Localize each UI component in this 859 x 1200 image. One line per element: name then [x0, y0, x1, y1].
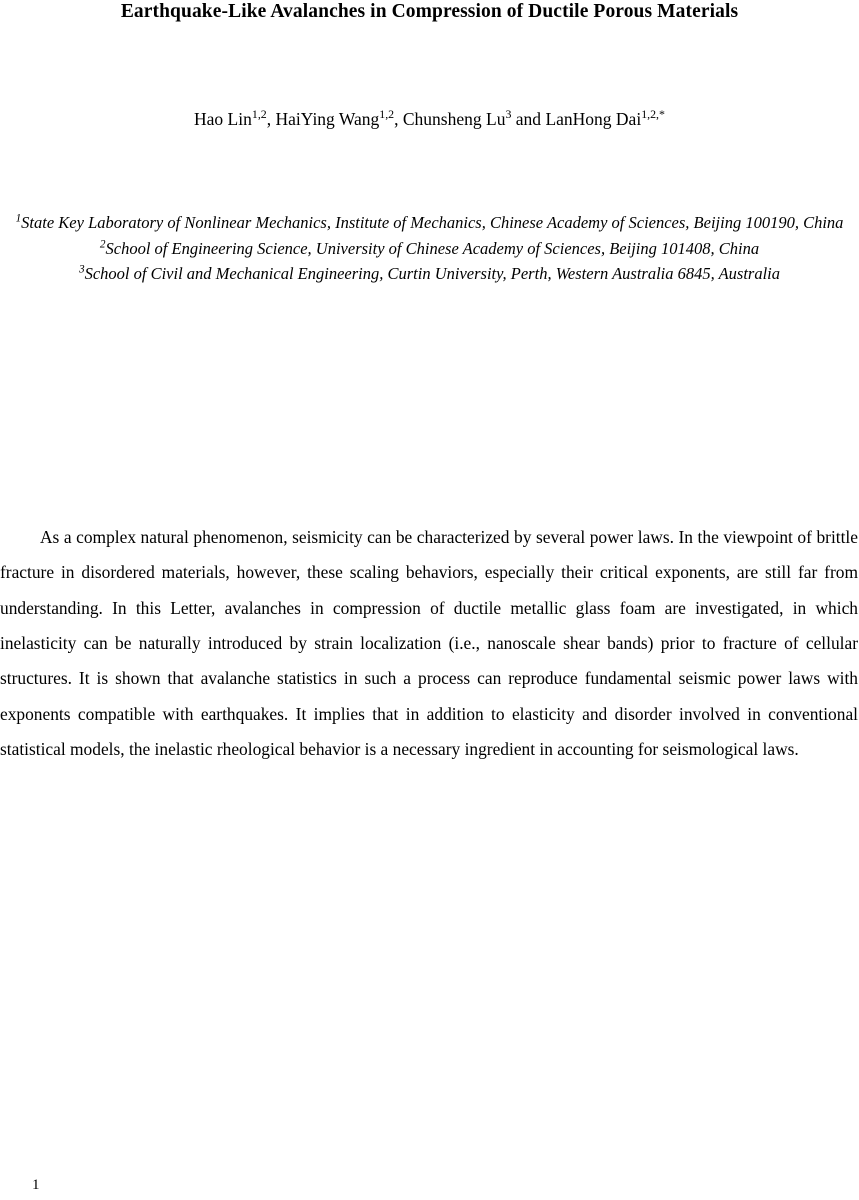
author-list	[0, 108, 859, 131]
affiliation-1-marker: 1	[15, 212, 22, 225]
author-separator-1: ,	[266, 109, 276, 129]
author-1-name: Hao Lin	[194, 109, 252, 129]
author-2-name: HaiYing Wang	[275, 109, 380, 129]
author-separator-3: and	[511, 109, 546, 129]
page-number: 1	[32, 1177, 40, 1193]
author-2-affiliation-marker: 1,2	[379, 107, 395, 122]
affiliation-3	[2, 261, 857, 287]
affiliation-2	[2, 236, 857, 262]
affiliation-3-marker: 3	[78, 263, 85, 276]
author-separator-2: ,	[394, 109, 403, 129]
abstract-text: As a complex natural phenomenon, seismicity can be characterized by several power laws. In the viewpoint of brittle fracture in disordered materials, however, these scaling behaviors, especially their critical exponents, are still far from understanding. In this Letter, avalanches in compression of ductile metallic glass foam are investigated, in which inelasticity can be naturally introduced by strain localization (i.e., nanoscale shear bands) prior to fracture of cellular structures. It is shown that avalanche statistics in such a process can reproduce fundamental seismic power laws with exponents compatible with earthquakes. It implies that in addition to elasticity and disorder involved in conventional statistical models, the inelastic rheological behavior is a necessary ingredient in accounting for seismological laws.	[0, 527, 858, 759]
affiliation-2-text: School of Engineering Science, University of Chinese Academy of Sciences, Beijing 101408, China	[105, 238, 760, 258]
affiliation-3-text: School of Civil and Mechanical Engineering, Curtin University, Perth, Western Australia 6845, Australia	[84, 264, 780, 284]
author-1-affiliation-marker: 1,2	[251, 107, 267, 122]
page-title: Earthquake-Like Avalanches in Compression of Ductile Porous Materials	[120, 1, 739, 22]
affiliation-list	[0, 210, 859, 287]
author-3-affiliation-marker: 3	[505, 107, 512, 122]
author-4-name: LanHong Dai	[545, 109, 642, 129]
affiliation-1	[2, 210, 857, 236]
author-3-name: Chunsheng Lu	[402, 109, 506, 129]
affiliation-2-marker: 2	[99, 238, 106, 251]
author-4-affiliation-marker: 1,2,*	[641, 107, 665, 122]
affiliation-1-text: State Key Laboratory of Nonlinear Mechanics, Institute of Mechanics, Chinese Academy of Sciences, Beijing 100190, China	[21, 213, 844, 232]
